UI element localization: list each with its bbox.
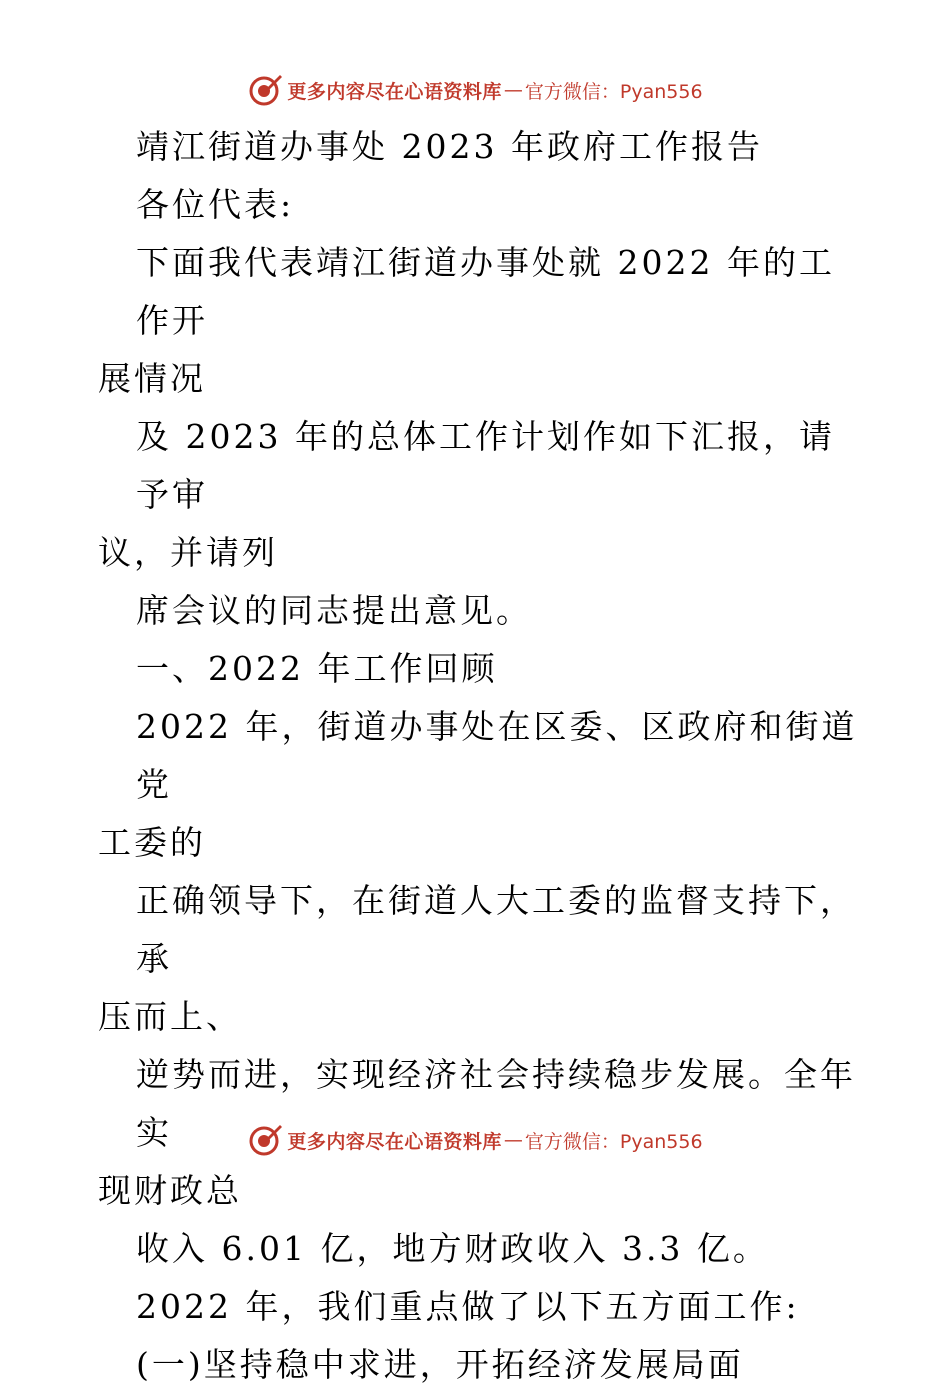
document-line: 正确领导下，在街道人大工委的监督支持下，承 xyxy=(136,881,856,978)
document-line: 一、2022 年工作回顾 xyxy=(136,649,498,688)
document-line: 及 2023 年的总体工作计划作如下汇报，请予审 xyxy=(136,417,835,514)
document-line: 2022 年，我们重点做了以下五方面工作: xyxy=(136,1287,800,1326)
document-line: 收入 6.01 亿，地方财政收入 3.3 亿。 xyxy=(136,1229,769,1268)
document-line: 逆势而进，实现经济社会持续稳步发展。全年实 xyxy=(136,1055,856,1152)
document-line: 展情况 xyxy=(98,359,206,398)
document-line: 议，并请列 xyxy=(98,533,278,572)
document-line: 席会议的同志提出意见。 xyxy=(136,591,532,630)
document-line: 2022 年，街道办事处在区委、区政府和街道党 xyxy=(136,707,858,804)
document-line: 工委的 xyxy=(98,823,206,862)
document-line: (一)坚持稳中求进，开拓经济发展局面 xyxy=(136,1345,744,1384)
watermark-contact: 官方微信：Pyan556 xyxy=(524,1130,703,1153)
watermark-separator: — xyxy=(503,1129,523,1151)
pen-logo-icon xyxy=(247,1122,283,1158)
header-watermark xyxy=(0,70,950,110)
watermark-text: 更多内容尽在心语资料库 xyxy=(287,80,502,103)
watermark-contact: 官方微信：Pyan556 xyxy=(524,80,703,103)
footer-watermark xyxy=(0,1120,950,1160)
document-line: 各位代表: xyxy=(136,185,295,224)
document-line: 下面我代表靖江街道办事处就 2022 年的工作开 xyxy=(136,243,835,340)
document-line: 现财政总 xyxy=(98,1171,242,1210)
document-body xyxy=(98,118,858,1394)
pen-logo-icon xyxy=(247,72,283,108)
document-line: 靖江街道办事处 2023 年政府工作报告 xyxy=(136,127,763,166)
watermark-text: 更多内容尽在心语资料库 xyxy=(287,1130,502,1153)
watermark-separator: — xyxy=(503,79,523,101)
document-line: 压而上、 xyxy=(98,997,242,1036)
